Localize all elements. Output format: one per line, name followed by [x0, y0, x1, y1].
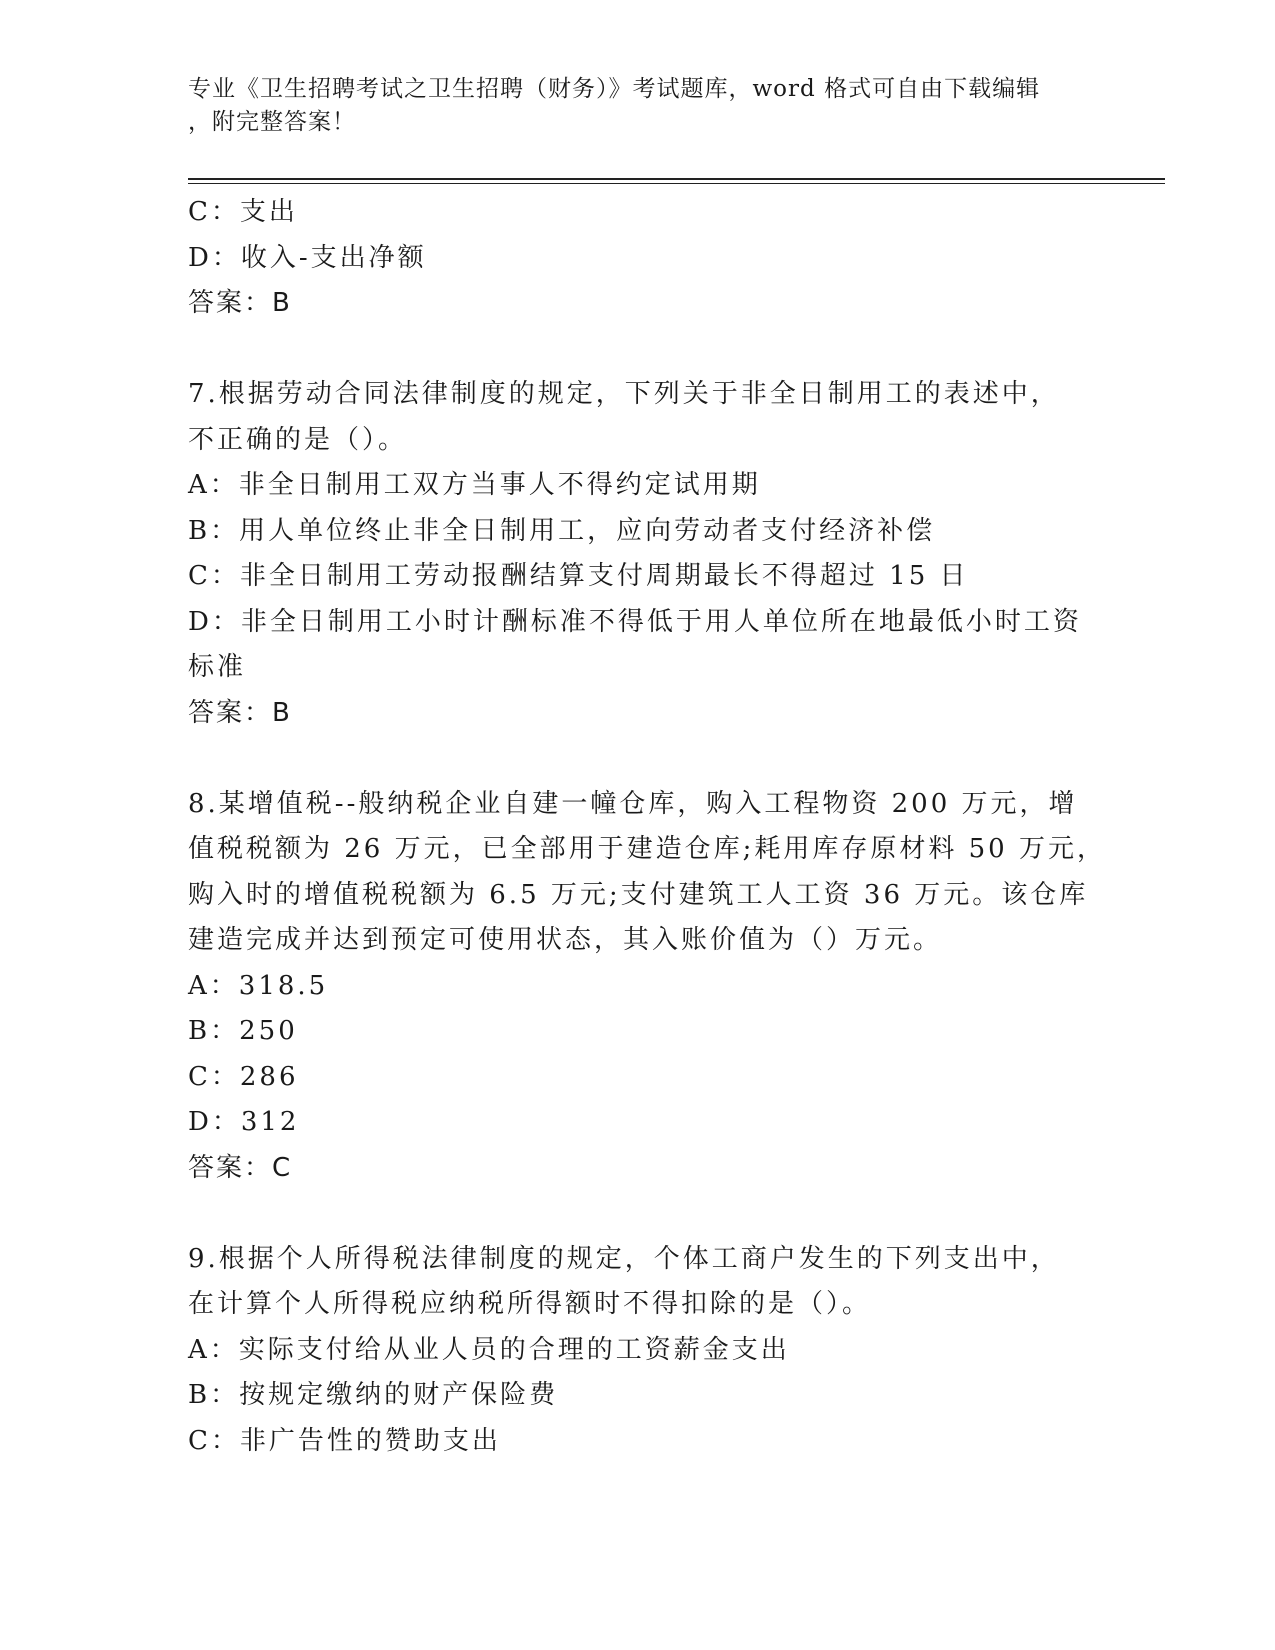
- question-8: [188, 782, 1106, 1192]
- q9-stem-line2: 在计算个人所得税应纳税所得额时不得扣除的是（）。: [188, 1289, 872, 1319]
- q9-option-a: A：实际支付给从业人员的合理的工资薪金支出: [188, 1334, 790, 1365]
- q8-stem-line1: 8.某增值税--般纳税企业自建一幢仓库，购入工程物资 200 万元，增: [188, 788, 1078, 819]
- header-divider-thick: [188, 178, 1165, 180]
- q7-answer: 答案：B: [188, 697, 292, 728]
- q7-option-a: A：非全日制用工双方当事人不得约定试用期: [188, 470, 761, 500]
- q7-option-d-line1: D：非全日制用工小时计酬标准不得低于用人单位所在地最低小时工资: [188, 606, 1082, 637]
- q8-option-d: D：312: [188, 1107, 300, 1137]
- q7-option-b: B：用人单位终止非全日制用工，应向劳动者支付经济补偿: [188, 515, 936, 546]
- document-header: [188, 73, 1088, 139]
- q8-stem-line3: 购入时的增值税税额为 6.5 万元;支付建筑工人工资 36 万元。该仓库: [188, 879, 1089, 910]
- q7-stem-line1: 7.根据劳动合同法律制度的规定，下列关于非全日制用工的表述中，: [188, 379, 1060, 409]
- q9-option-c: C：非广告性的赞助支出: [188, 1425, 501, 1456]
- header-divider-thin: [188, 183, 1165, 184]
- q7-stem-line2: 不正确的是（）。: [188, 424, 408, 455]
- header-title-line2: ，附完整答案！: [188, 109, 356, 135]
- q9-stem-line1: 9.根据个人所得税法律制度的规定，个体工商户发生的下列支出中，: [188, 1243, 1060, 1274]
- prev-question-block: [188, 190, 1088, 327]
- question-7: [188, 372, 1088, 736]
- question-content: [188, 190, 1106, 1464]
- prev-option-d: D：收入-支出净额: [188, 242, 427, 273]
- question-9: [188, 1237, 1088, 1465]
- q8-option-a: A：318.5: [188, 970, 329, 1001]
- spacer: [188, 736, 1088, 782]
- q8-stem-line2: 值税税额为 26 万元，已全部用于建造仓库;耗用库存原材料 50 万元，: [188, 834, 1106, 864]
- q8-option-b: B：250: [188, 1016, 298, 1046]
- q8-answer: 答案：C: [188, 1152, 293, 1183]
- prev-option-c: C：支出: [188, 197, 298, 227]
- q8-option-c: C：286: [188, 1061, 299, 1092]
- q7-option-d-line2: 标准: [188, 652, 247, 682]
- prev-answer: 答案：B: [188, 288, 292, 318]
- q7-option-c: C：非全日制用工劳动报酬结算支付周期最长不得超过 15 日: [188, 561, 969, 591]
- header-title-line1: 专业《卫生招聘考试之卫生招聘（财务）》考试题库，word 格式可自由下载编辑: [188, 76, 1041, 102]
- spacer: [188, 327, 1088, 373]
- spacer: [188, 1191, 1088, 1237]
- q9-option-b: B：按规定缴纳的财产保险费: [188, 1380, 559, 1410]
- q8-stem-line4: 建造完成并达到预定可使用状态，其入账价值为（）万元。: [188, 925, 943, 955]
